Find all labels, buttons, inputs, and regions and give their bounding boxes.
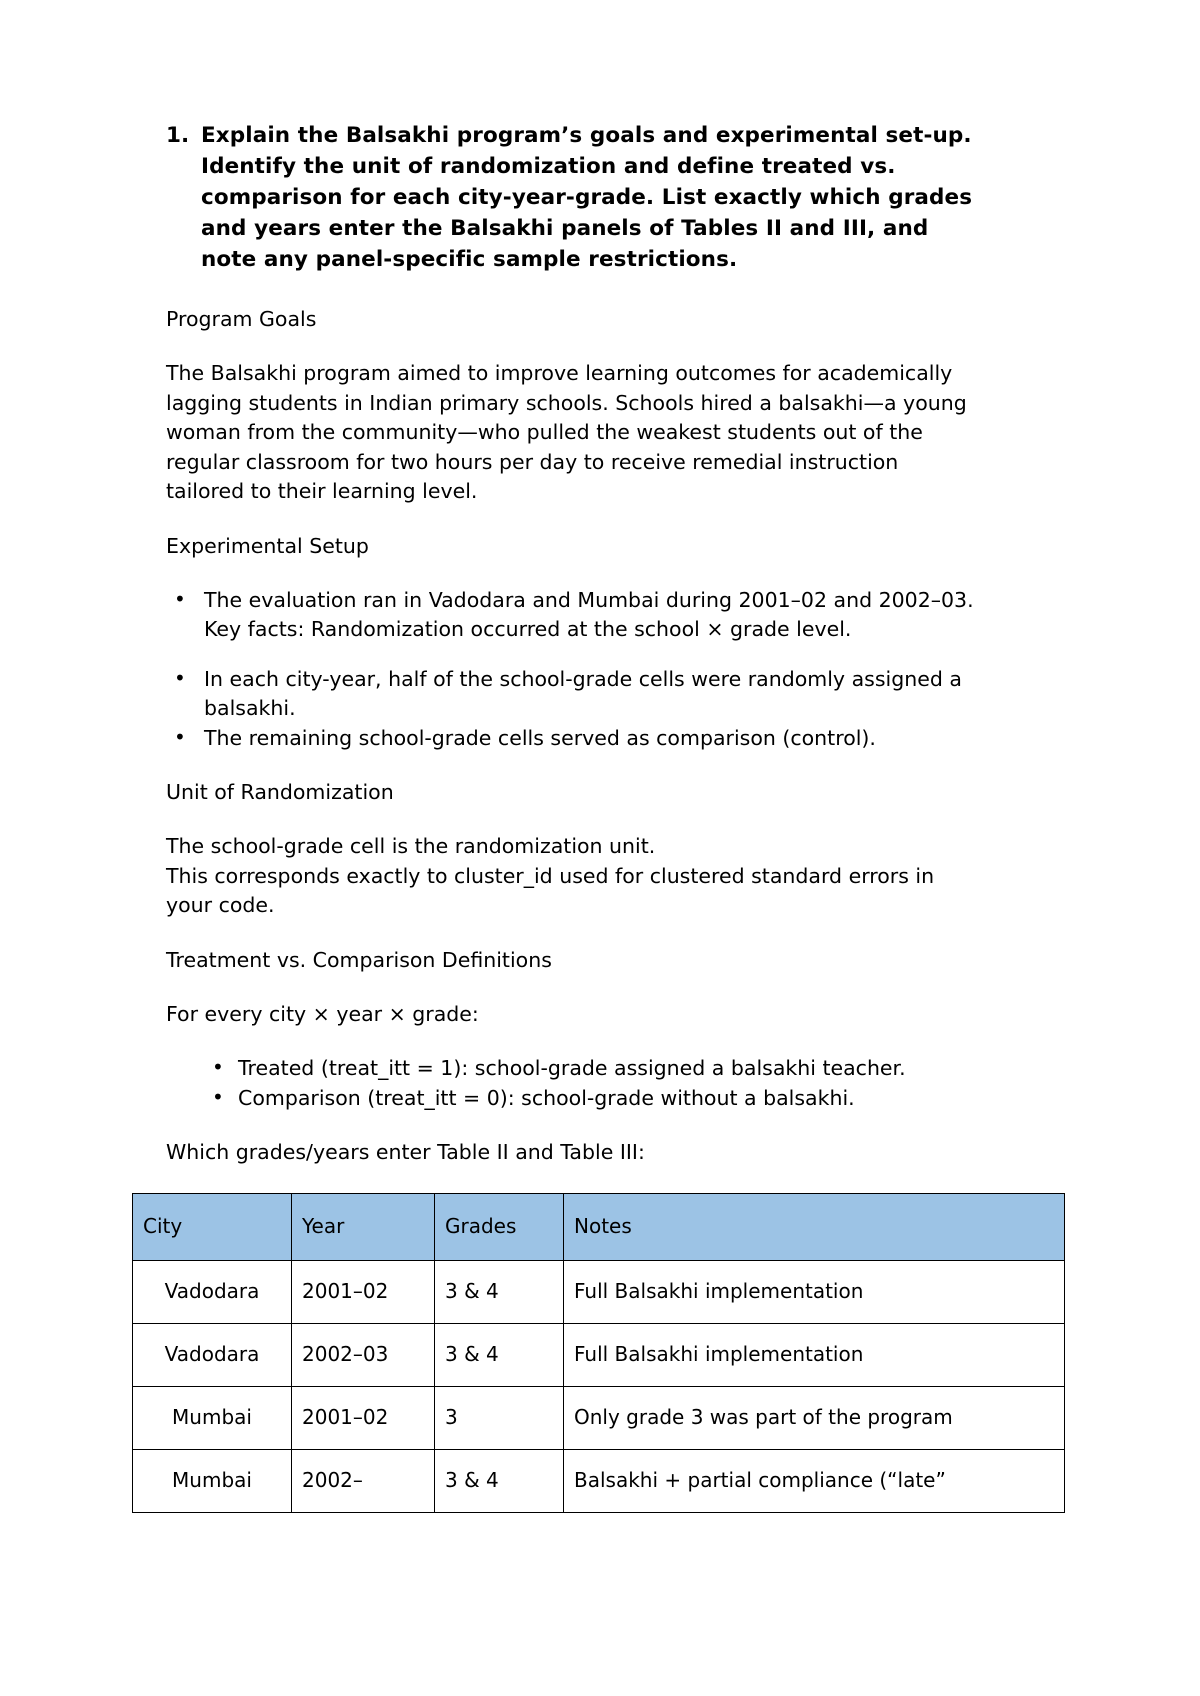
table-body [133,1260,1065,1512]
grades-years-table-wrapper [132,1193,980,1513]
treatment-definitions-heading: Treatment vs. Comparison Definitions [166,947,552,972]
cell-grades: 3 [435,1386,564,1449]
unit-of-randomization-line-2: This corresponds exactly to cluster_id used for clustered standard errors in your code. [166,863,935,917]
cell-year: 2002–03 [292,1323,435,1386]
column-header-year: Year [292,1193,435,1260]
table-row [133,1323,1065,1386]
table-row [133,1449,1065,1512]
column-header-notes: Notes [564,1193,1065,1260]
program-goals-heading: Program Goals [166,307,317,331]
cell-year: 2002– [292,1449,435,1512]
table-intro-text: Which grades/years enter Table II and Table III: [166,1140,645,1164]
column-header-city: City [133,1193,292,1260]
cell-grades: 3 & 4 [435,1449,564,1512]
cell-grades: 3 & 4 [435,1260,564,1323]
table-header-row [133,1193,1065,1260]
bullet-sub-text: Key facts: Randomization occurred at the school × grade level. [204,617,852,641]
unit-of-randomization-heading: Unit of Randomization [166,780,394,804]
program-goals-paragraph: The Balsakhi program aimed to improve learning outcomes for academically lagging students in Indian primary schools. Schools hired a balsakhi—a young woman from the community—who pulled the weakest students out of the regular classroom for two hours per day to receive remedial instruction tailored to their learning level. [166,361,967,503]
list-item [166,586,978,645]
cell-grades: 3 & 4 [435,1323,564,1386]
treatment-definitions-intro: For every city × year × grade: [166,1001,479,1026]
cell-city: Vadodara [133,1323,292,1386]
table-header [133,1193,1065,1260]
bullet-main-text: The evaluation ran in Vadodara and Mumbai during 2001–02 and 2002–03. [204,587,974,612]
list-item [166,665,978,724]
table-row [133,1260,1065,1323]
cell-city: Mumbai [133,1386,292,1449]
cell-city: Vadodara [133,1260,292,1323]
cell-notes: Balsakhi + partial compliance (“late” [564,1449,1065,1512]
unit-of-randomization-line-1: The school-grade cell is the randomization unit. [166,834,656,858]
treatment-definitions-list [166,1054,978,1113]
cell-notes: Full Balsakhi implementation [564,1323,1065,1386]
list-item [166,724,978,754]
bullet-main-text: The remaining school-grade cells served as comparison (control). [204,725,876,750]
grades-years-table [132,1193,1065,1513]
table-row [133,1386,1065,1449]
list-item [206,1084,978,1114]
question-text: Explain the Balsakhi program’s goals and experimental set-up. Identify the unit of randomization and define treated vs. comparison for each city-year-grade. List exactly which grades and years enter the Balsakhi panels of Tables II and III, and note any panel-specific sample restrictions. [201,123,973,272]
question-heading [166,120,978,275]
cell-year: 2001–02 [292,1386,435,1449]
question-number: 1. [166,123,190,148]
cell-notes: Only grade 3 was part of the program [564,1386,1065,1449]
cell-notes: Full Balsakhi implementation [564,1260,1065,1323]
experimental-setup-list [166,586,978,754]
bullet-main-text: Treated (treat_itt = 1): school-grade assigned a balsakhi teacher. [238,1056,906,1080]
bullet-main-text: Comparison (treat_itt = 0): school-grade without a balsakhi. [238,1085,855,1110]
cell-year: 2001–02 [292,1260,435,1323]
list-item [206,1054,978,1084]
bullet-main-text: In each city-year, half of the school-grade cells were randomly assigned a balsakhi. [204,666,962,720]
cell-city: Mumbai [133,1449,292,1512]
document-content [143,120,978,1513]
experimental-setup-heading: Experimental Setup [166,533,369,558]
column-header-grades: Grades [435,1193,564,1260]
